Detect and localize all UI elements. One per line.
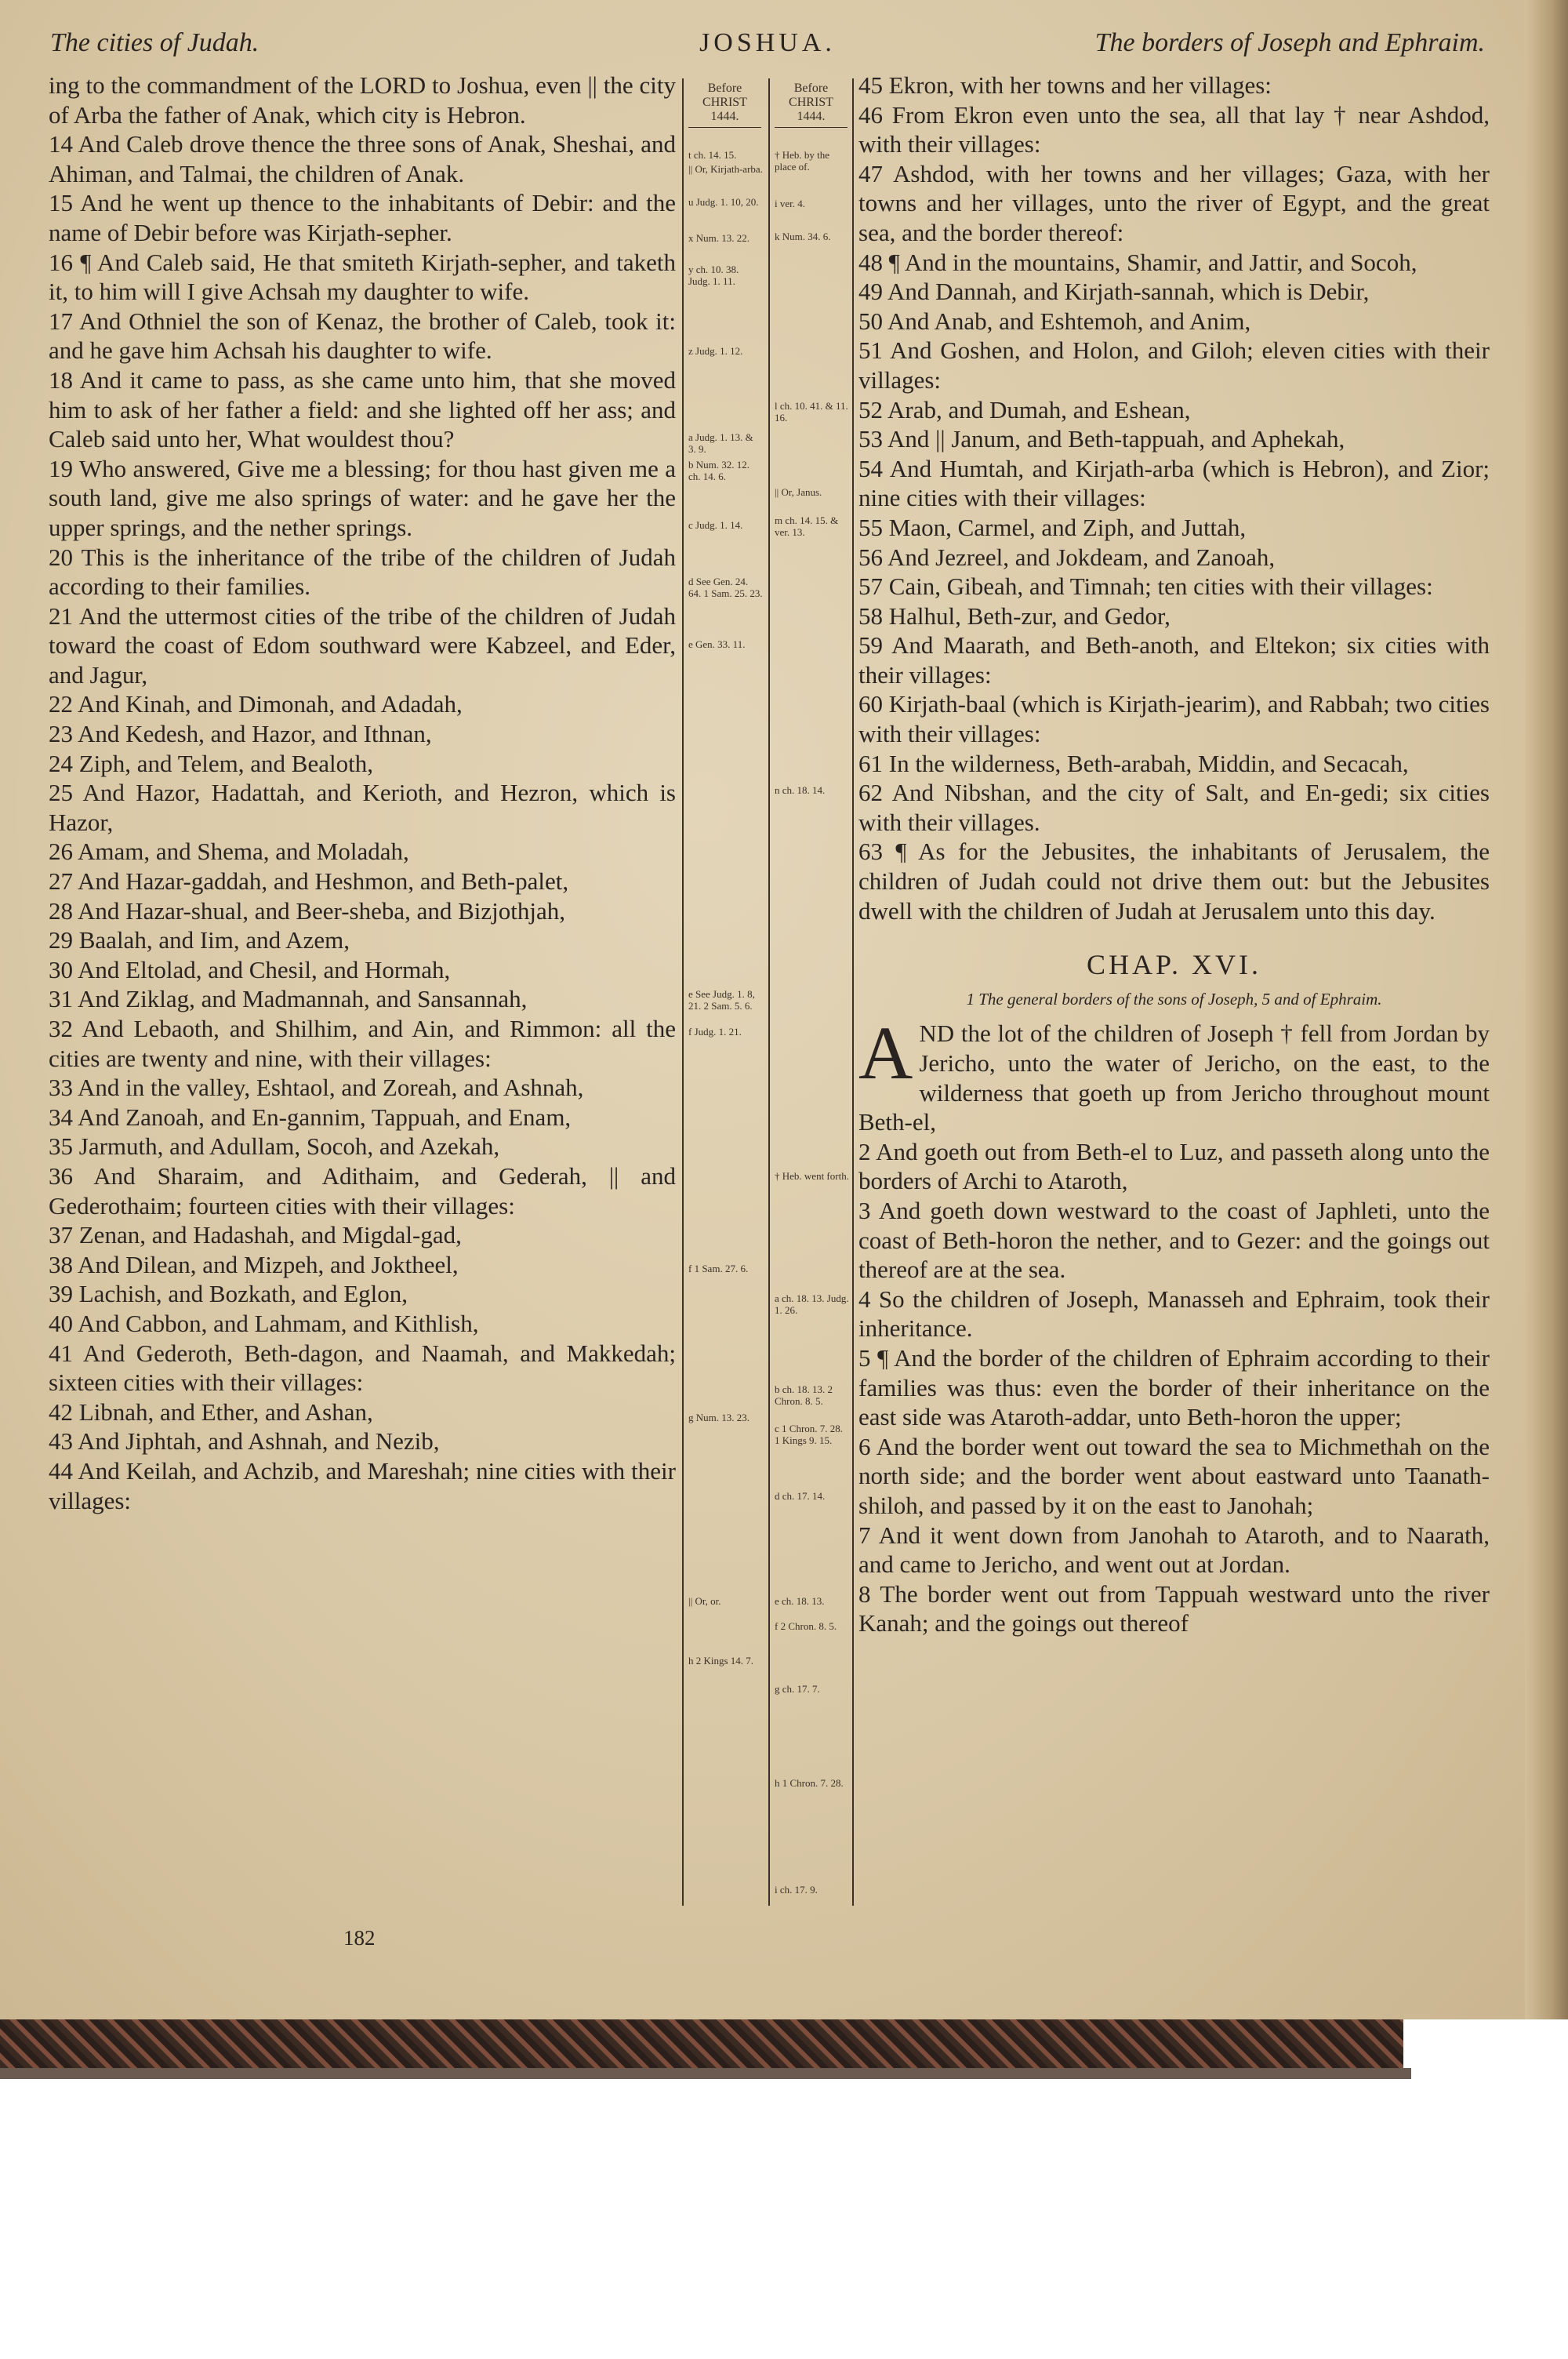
verse: 38 And Dilean, and Mizpeh, and Joktheel, (49, 1250, 459, 1278)
verse: 42 Libnah, and Ether, and Ashan, (49, 1398, 373, 1426)
margin-note: h 2 Kings 14. 7. (688, 1655, 754, 1667)
margin-references-left (682, 78, 766, 1906)
verse: 22 And Kinah, and Dimonah, and Adadah, (49, 690, 463, 718)
margin-note: z Judg. 1. 12. (688, 345, 743, 357)
verse: 32 And Lebaoth, and Shilhim, and Ain, and Rimmon: all the cities are twenty and nine, with their villages: (49, 1015, 676, 1072)
verse: 21 And the uttermost cities of the tribe of the children of Judah toward the coast of Edom southward were Kabzeel, and Eder, and Jagur, (49, 602, 676, 689)
margin-note: f 1 Sam. 27. 6. (688, 1263, 749, 1274)
verse: 2 And goeth out from Beth-el to Luz, and passeth along unto the borders of Archi to Ataroth, (858, 1137, 1490, 1195)
margin-note: || Or, or. (688, 1595, 721, 1607)
verse: 34 And Zanoah, and En-gannim, Tappuah, and Enam, (49, 1103, 572, 1131)
verse: 8 The border went out from Tappuah westward unto the river Kanah; and the goings out thereof (858, 1579, 1490, 1637)
margin-references-right (768, 78, 854, 1906)
verse: 48 ¶ And in the mountains, Shamir, and Jattir, and Socoh, (858, 248, 1417, 276)
verse: 57 Cain, Gibeah, and Timnah; ten cities with their villages: (858, 572, 1433, 601)
verse: 18 And it came to pass, as she came unto him, that she moved him to ask of her father a field: and she lighted off her ass; and Caleb said unto her, What wouldest thou? (49, 365, 676, 453)
header-title: JOSHUA. (699, 28, 836, 57)
opening-verse-text: ND the lot of the children of Joseph † fell from Jordan by Jericho, unto the water of Jericho, on the east, to the wilderness that goeth up from Jericho throughout mount Beth-el, (858, 1020, 1490, 1136)
margin-note: x Num. 13. 22. (688, 232, 750, 244)
verse: 23 And Kedesh, and Hazor, and Ithnan, (49, 720, 432, 748)
verse: 35 Jarmuth, and Adullam, Socoh, and Azekah, (49, 1132, 500, 1161)
margin-note: b Num. 32. 12. ch. 14. 6. (688, 459, 750, 482)
verse: 15 And he went up thence to the inhabitants of Debir: and the name of Debir before was Kirjath-sepher. (49, 189, 676, 246)
margin-heading: Before CHRIST 1444. (688, 78, 761, 128)
margin-note: c Judg. 1. 14. (688, 519, 743, 531)
verse: 44 And Keilah, and Achzib, and Mareshah; nine cities with their villages: (49, 1456, 676, 1514)
verse: 36 And Sharaim, and Adithaim, and Gederah, || and Gederothaim; fourteen cities with their villages: (49, 1161, 676, 1219)
chapter-summary: 1 The general borders of the sons of Joseph, 5 and of Ephraim. (966, 989, 1382, 1009)
verse: 62 And Nibshan, and the city of Salt, and En-gedi; six cities with their villages. (858, 779, 1490, 836)
verse: 16 ¶ And Caleb said, He that smiteth Kirjath-sepher, and taketh it, to him will I give Achsah my daughter to wife. (49, 248, 676, 306)
verse: 3 And goeth down westward to the coast of Japhleti, unto the coast of Beth-horon the nether, and to Gezer: and the goings out thereof are at the sea. (858, 1196, 1490, 1284)
verse: 63 ¶ As for the Jebusites, the inhabitants of Jerusalem, the children of Judah could not drive them out: but the Jebusites dwell with the children of Judah at Jerusalem unto this day. (858, 838, 1490, 925)
margin-note: d ch. 17. 14. (775, 1490, 826, 1502)
verse: 7 And it went down from Janohah to Ataroth, and to Naarath, and came to Jericho, and went out at Jordan. (858, 1521, 1490, 1579)
verse: 56 And Jezreel, and Jokdeam, and Zanoah, (858, 543, 1276, 571)
verse: 26 Amam, and Shema, and Moladah, (49, 838, 409, 866)
margin-note: a ch. 18. 13. Judg. 1. 26. (775, 1292, 849, 1316)
verse: 31 And Ziklag, and Madmannah, and Sansannah, (49, 985, 528, 1013)
margin-note: || Or, Janus. (775, 486, 822, 498)
verse: 17 And Othniel the son of Kenaz, the brother of Caleb, took it: and he gave him Achsah his daughter to wife. (49, 307, 676, 365)
verse: 33 And in the valley, Eshtaol, and Zoreah, and Ashnah, (49, 1074, 584, 1102)
margin-note: f 2 Chron. 8. 5. (775, 1620, 837, 1632)
margin-heading: Before CHRIST 1444. (775, 78, 848, 128)
verse: 39 Lachish, and Bozkath, and Eglon, (49, 1280, 408, 1308)
page-edge (1525, 0, 1568, 2019)
margin-note: i ch. 17. 9. (775, 1884, 818, 1896)
verse: 14 And Caleb drove thence the three sons of Anak, Sheshai, and Ahiman, and Talmai, the children of Anak. (49, 130, 676, 187)
verse: 40 And Cabbon, and Lahmam, and Kithlish, (49, 1309, 479, 1337)
margin-note: e See Judg. 1. 8, 21. 2 Sam. 5. 6. (688, 988, 755, 1012)
left-text-column (49, 71, 676, 1515)
verse: 28 And Hazar-shual, and Beer-sheba, and Bizjothjah, (49, 896, 566, 925)
verse: 49 And Dannah, and Kirjath-sannah, which is Debir, (858, 278, 1370, 306)
verse: 43 And Jiphtah, and Ashnah, and Nezib, (49, 1427, 440, 1456)
margin-note: g ch. 17. 7. (775, 1683, 820, 1695)
margin-note: † Heb. by the place of. (775, 149, 830, 173)
verse: 47 Ashdod, with her towns and her villages; Gaza, with her towns and her villages, unto the river of Egypt, and the great sea, and the border thereof: (858, 159, 1490, 246)
verse: 25 And Hazor, Hadattah, and Kerioth, and Hezron, which is Hazor, (49, 779, 676, 836)
verse: 27 And Hazar-gaddah, and Heshmon, and Beth-palet, (49, 867, 569, 896)
margin-note: m ch. 14. 15. & ver. 13. (775, 514, 839, 538)
header-right: The borders of Joseph and Ephraim. (1094, 28, 1485, 57)
verse: 51 And Goshen, and Holon, and Giloh; eleven cities with their villages: (858, 336, 1490, 394)
drop-cap: A (858, 1011, 913, 1096)
verse: 61 In the wilderness, Beth-arabah, Middin, and Secacah, (858, 749, 1409, 777)
verse: 59 And Maarath, and Beth-anoth, and Eltekon; six cities with their villages: (858, 631, 1490, 689)
verse: 45 Ekron, with her towns and her villages: (858, 71, 1272, 99)
margin-note: c 1 Chron. 7. 28. 1 Kings 9. 15. (775, 1423, 844, 1446)
verse: 20 This is the inheritance of the tribe of the children of Judah according to their families. (49, 543, 676, 601)
margin-note: y ch. 10. 38. Judg. 1. 11. (688, 264, 739, 287)
verse: 19 Who answered, Give me a blessing; for thou hast given me a south land, give me also springs of water: and he gave her the upper springs, and the nether springs. (49, 454, 676, 541)
chapter-opening-verse (858, 1011, 1490, 1136)
margin-note: a Judg. 1. 13. & 3. 9. (688, 431, 753, 455)
verse: 37 Zenan, and Hadashah, and Migdal-gad, (49, 1221, 462, 1249)
margin-note: † Heb. went forth. (775, 1170, 849, 1182)
verse: 60 Kirjath-baal (which is Kirjath-jearim), and Rabbah; two cities with their villages: (858, 690, 1490, 748)
verse: ing to the commandment of the LORD to Joshua, even || the city of Arba the father of Anak, which city is Hebron. (49, 71, 676, 129)
verse: 41 And Gederoth, Beth-dagon, and Naamah, and Makkedah; sixteen cities with their villages: (49, 1339, 676, 1397)
header-left: The cities of Judah. (50, 28, 260, 57)
margin-note: d See Gen. 24. 64. 1 Sam. 25. 23. (688, 576, 763, 599)
verse: 30 And Eltolad, and Chesil, and Hormah, (49, 955, 451, 983)
margin-note: l ch. 10. 41. & 11. 16. (775, 400, 848, 423)
running-header (50, 28, 1485, 75)
book-binding (0, 2019, 1403, 2068)
verse: 55 Maon, Carmel, and Ziph, and Juttah, (858, 513, 1247, 541)
page-number: 182 (343, 1926, 376, 1950)
margin-note: i ver. 4. (775, 198, 805, 209)
verse: 24 Ziph, and Telem, and Bealoth, (49, 749, 373, 777)
verse: 58 Halhul, Beth-zur, and Gedor, (858, 602, 1171, 630)
margin-note: n ch. 18. 14. (775, 784, 826, 796)
binding-shadow (0, 2068, 1411, 2079)
verse: 50 And Anab, and Eshtemoh, and Anim, (858, 307, 1251, 335)
verse: 29 Baalah, and Iim, and Azem, (49, 926, 350, 954)
margin-note: h 1 Chron. 7. 28. (775, 1777, 844, 1789)
margin-note: g Num. 13. 23. (688, 1412, 750, 1423)
verse: 46 From Ekron even unto the sea, all that lay † near Ashdod, with their villages: (858, 100, 1490, 158)
chapter-title: CHAP. XVI. (1086, 949, 1262, 981)
verse: 52 Arab, and Dumah, and Eshean, (858, 395, 1191, 423)
margin-note: e Gen. 33. 11. (688, 638, 746, 650)
margin-note: u Judg. 1. 10, 20. (688, 196, 759, 208)
verse: 6 And the border went out toward the sea to Michmethah on the north side; and the border went about eastward unto Taanath-shiloh, and passed by it on the east to Janohah; (858, 1432, 1490, 1519)
margin-note: t ch. 14. 15. (688, 149, 737, 161)
margin-note: f Judg. 1. 21. (688, 1026, 742, 1038)
margin-note: e ch. 18. 13. (775, 1595, 825, 1607)
verse: 53 And || Janum, and Beth-tappuah, and Aphekah, (858, 425, 1345, 453)
verse: 54 And Humtah, and Kirjath-arba (which is Hebron), and Zior; nine cities with their villages: (858, 454, 1490, 512)
margin-note: || Or, Kirjath-arba. (688, 163, 763, 175)
right-text-column (858, 71, 1490, 1638)
verse: 5 ¶ And the border of the children of Ephraim according to their families was thus: even the border of their inheritance on the east side was Ataroth-addar, unto Beth-horon the upper; (858, 1343, 1490, 1431)
margin-note: b ch. 18. 13. 2 Chron. 8. 5. (775, 1383, 833, 1407)
margin-note: k Num. 34. 6. (775, 231, 831, 242)
verse: 4 So the children of Joseph, Manasseh and Ephraim, took their inheritance. (858, 1285, 1490, 1343)
